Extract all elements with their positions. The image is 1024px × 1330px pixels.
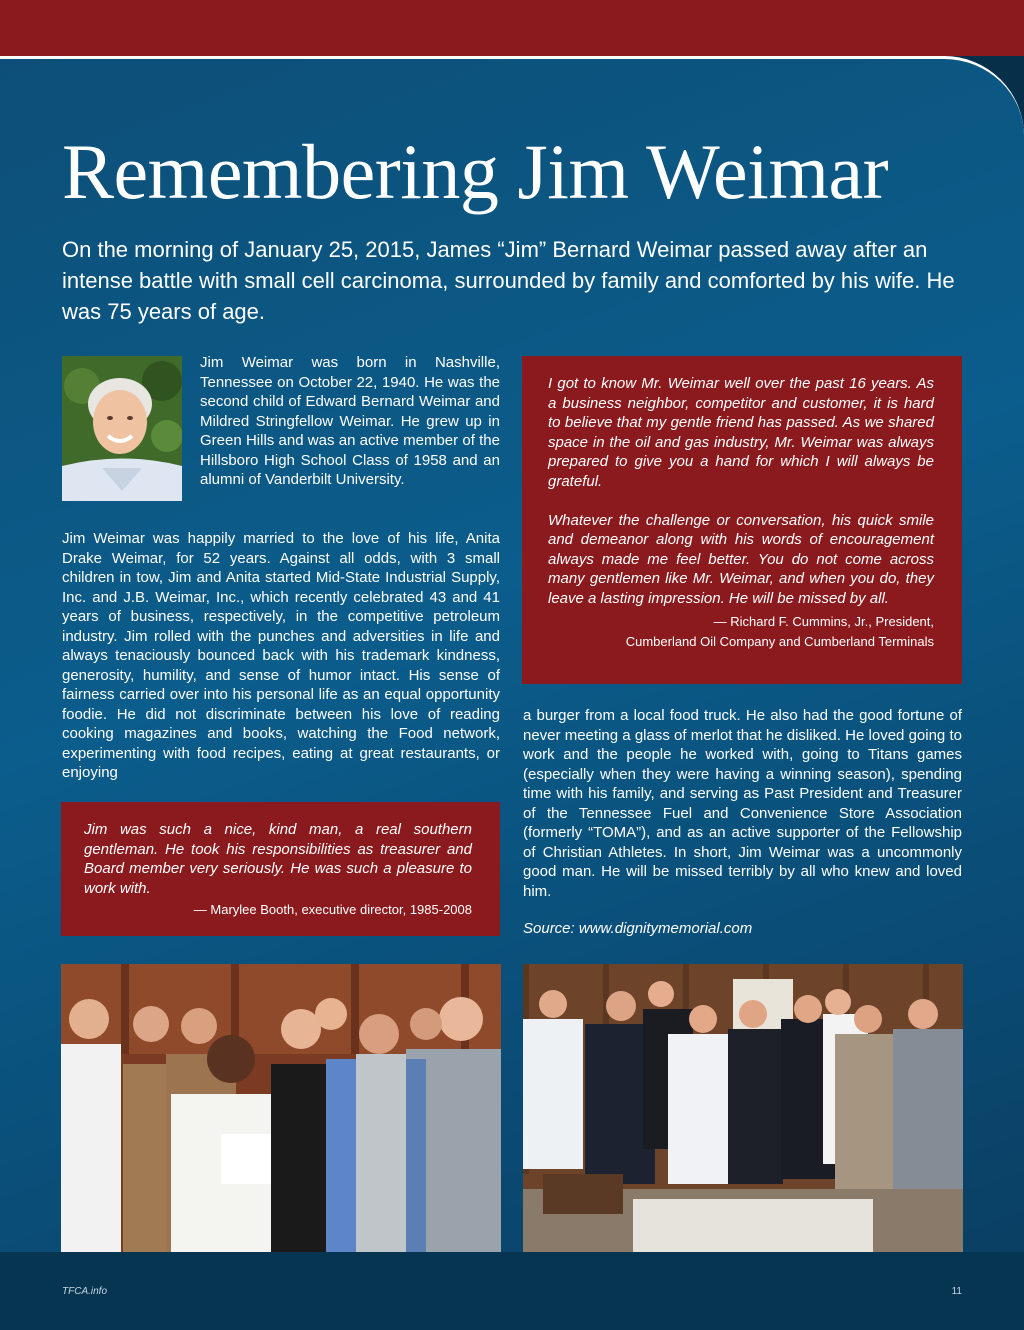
bio-paragraph-2: Jim Weimar was happily married to the love of his life, Anita Drake Weimar, for 52 years. Against all odds, with 3 small children in tow, Jim and Anita started Mid-State Industrial Supply, Inc. and J.B. Weimar, Inc., which recently celebrated 43 and 41 years of business, respectively, in the competitive petroleum industry. Jim rolled with the punches and adversities in life and always tenaciously bounced back with his trademark kindness, generosity, humility, and sense of humor intact. His sense of fairness carried over into his personal life as an equal opportunity foodie. He did not discriminate between his love of reading cooking magazines and books, watching the Food network, experimenting with food recipes, eating at great restaurants, or enjoying <box>62 530 500 781</box>
page-number: 11 <box>951 1286 962 1297</box>
portrait-photo <box>62 356 182 501</box>
source-credit: Source: www.dignitymemorial.com <box>523 920 753 937</box>
bio-paragraph-1: Jim Weimar was born in Nashville, Tennessee on October 22, 1940. He was the second child of Edward Bernard Weimar and Mildred Stringfellow Weimar. He grew up in Green Hills and was an active member of the Hillsboro High School Class of 1958 and an alumni of Vanderbilt University. <box>200 354 500 488</box>
footer-band <box>0 1252 1024 1330</box>
quote-booth-attribution: — Marylee Booth, executive director, 1985-2008 <box>193 902 472 917</box>
attribution-line-2: Cumberland Oil Company and Cumberland Terminals <box>625 634 934 649</box>
attribution-line-1: — Richard F. Cummins, Jr., President, <box>713 614 934 629</box>
quote-box-booth <box>61 802 500 936</box>
bio-paragraph-3: a burger from a local food truck. He also had the good fortune of never meeting a glass of merlot that he disliked. He loved going to work and the people he worked with, going to Titans games (especially when they were having a winning season), spending time with his family, and serving as Past President and Treasurer of the Tennessee Fuel and Convenience Store Association (formerly “TOMA”), and as an active supporter of the Fellowship of Christian Athletes. In short, Jim Weimar was a uncommonly good man. He will be missed terribly by all who knew and loved him. <box>523 707 962 900</box>
page-title: Remembering Jim Weimar <box>62 128 889 215</box>
group-photo-award <box>61 964 501 1252</box>
quote-booth-text: Jim was such a nice, kind man, a real southern gentleman. He took his responsibilities as treasurer and Board member very seriously. He was such a pleasure to work with. <box>84 821 472 897</box>
quote-cummins-attribution <box>548 612 934 652</box>
group-photo-meeting <box>523 964 963 1252</box>
quote-box-cummins <box>522 356 962 684</box>
footer-site: TFCA.info <box>62 1286 108 1297</box>
top-color-band <box>0 0 1024 56</box>
quote-cummins-paragraph-2: Whatever the challenge or conversation, his quick smile and demeanor along with his words of encouragement always made me feel better. You do not come across many gentlemen like Mr. Weimar, and when you do, they leave a lasting impression. He will be missed by all. <box>548 511 934 607</box>
quote-cummins-paragraph-1: I got to know Mr. Weimar well over the past 16 years. As a business neighbor, competitor and customer, it is hard to believe that my gentle friend has passed. As we shared space in the oil and gas industry, Mr. Weimar was always prepared to give you a hand for which I will always be grateful. <box>548 375 934 490</box>
lead-paragraph: On the morning of January 25, 2015, James “Jim” Bernard Weimar passed away after an intense battle with small cell carcinoma, surrounded by family and comforted by his wife. He was 75 years of age. <box>62 237 955 324</box>
